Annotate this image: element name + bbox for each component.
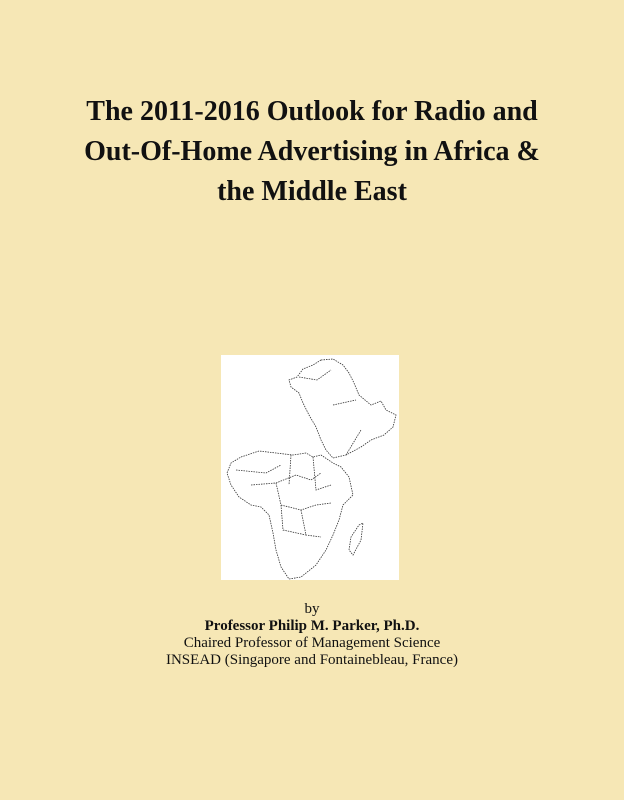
author-position: Chaired Professor of Management Science — [183, 635, 441, 651]
author-name: Professor Philip M. Parker, Ph.D. — [204, 618, 420, 634]
by-label: by — [304, 601, 320, 617]
title-line-2: Out-Of-Home Advertising in Africa & — [84, 136, 540, 167]
title-line-1: The 2011-2016 Outlook for Radio and — [86, 96, 538, 127]
title-line-3: the Middle East — [217, 176, 407, 207]
book-title — [0, 92, 624, 212]
arabia-outline — [289, 359, 396, 458]
africa-middle-east-map — [221, 355, 399, 580]
author-block — [0, 601, 624, 669]
map-outline-image — [221, 355, 399, 580]
madagascar-outline — [349, 523, 363, 555]
author-institution: INSEAD (Singapore and Fontainebleau, France) — [165, 652, 458, 668]
